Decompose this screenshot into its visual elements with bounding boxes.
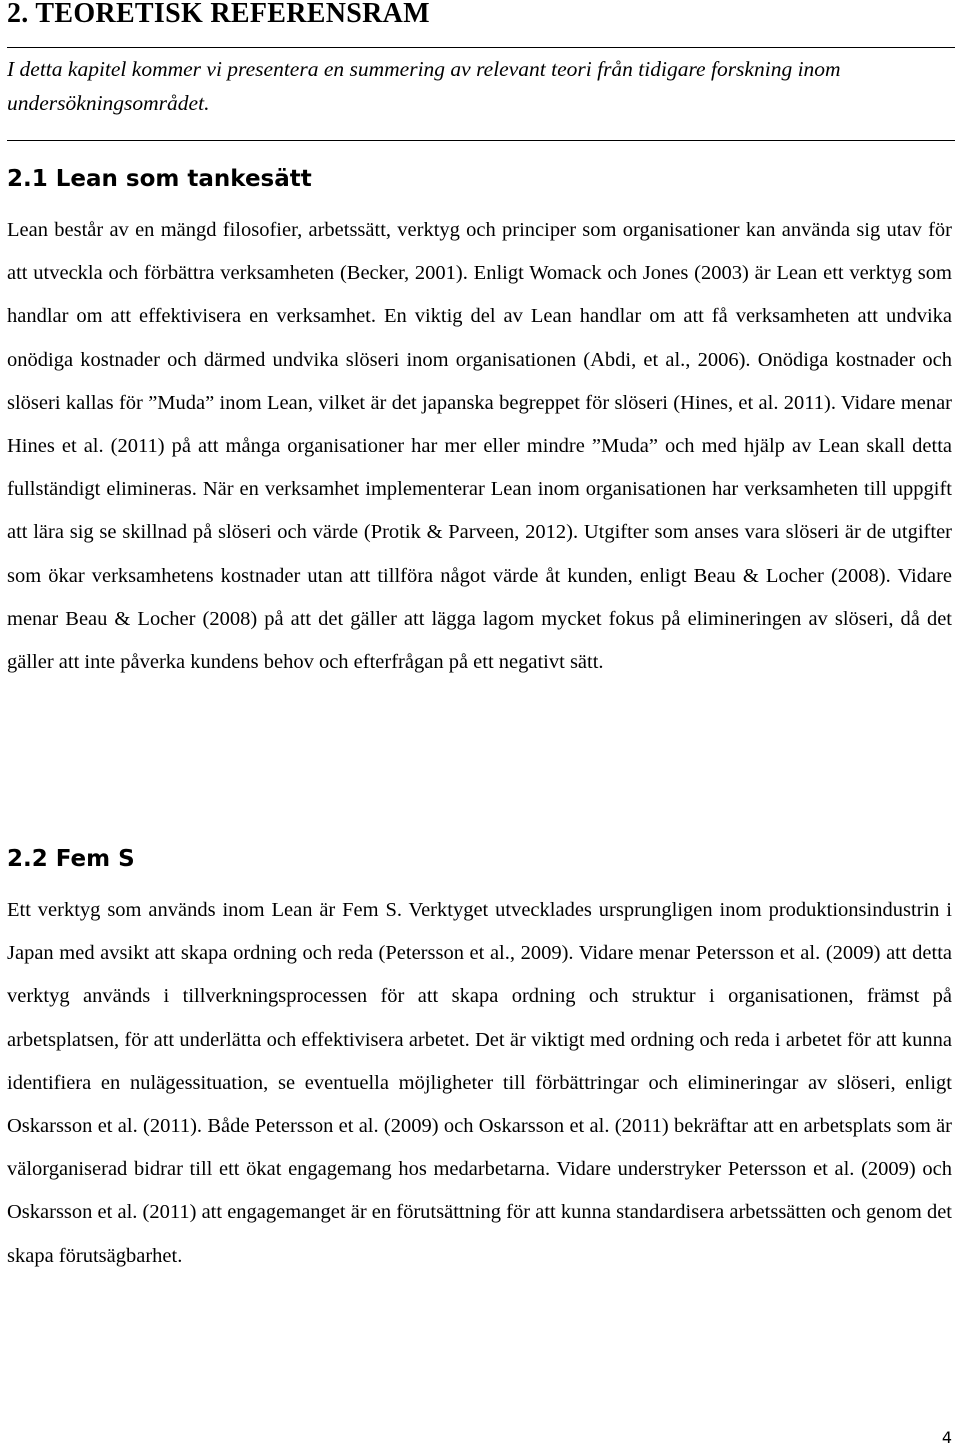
intro-divider	[7, 140, 955, 141]
chapter-intro: I detta kapitel kommer vi presentera en summering av relevant teori från tidigare forskning inom undersökningsområdet.	[7, 57, 841, 115]
section-body-fem-s: Ett verktyg som används inom Lean är Fem S. Verktyget utvecklades ursprungligen inom produktionsindustrin i Japan med avsikt att skapa ordning och reda (Petersson et al., 2009). Vidare menar Petersson et al. (2009) att detta verktyg används i tillverkningsprocessen för att skapa ordning och struktur i organisationen, främst på arbetsplatsen, för att underlätta och effektivisera arbetet. Det är viktigt med ordning och reda i arbetet för att kunna identifiera en nulägessituation, se eventuella möjligheter till förbättringar och elimineringar av slöseri, enligt Oskarsson et al. (2011). Både Petersson et al. (2009) och Oskarsson et al. (2011) bekräftar att en arbetsplats som är välorganiserad bidrar till ett ökat engagemang hos medarbetarna. Vidare understryker Petersson et al. (2009) och Oskarsson et al. (2011) att engagemanget är en förutsättning för att kunna standardisera arbetssätten och genom det skapa förutsägbarhet.	[7, 899, 952, 1267]
section-heading-lean: 2.1 Lean som tankesätt	[7, 166, 312, 192]
page-number: 4	[941, 1428, 952, 1447]
title-divider	[7, 47, 955, 48]
chapter-title: 2. TEORETISK REFERENSRAM	[7, 0, 430, 29]
section-heading-fem-s: 2.2 Fem S	[7, 846, 135, 872]
section-body-lean: Lean består av en mängd filosofier, arbetssätt, verktyg och principer som organisationer kan använda sig utav för att utveckla och förbättra verksamheten (Becker, 2001). Enligt Womack och Jones (2003) är Lean ett verktyg som handlar om att effektivisera en verksamhet. En viktig del av Lean handlar om att få verksamheten att undvika onödiga kostnader och därmed undvika slöseri inom organisationen (Abdi, et al., 2006). Onödiga kostnader och slöseri kallas för ”Muda” inom Lean, vilket är det japanska begreppet för slöseri (Hines, et al. 2011). Vidare menar Hines et al. (2011) på att många organisationer har mer eller mindre ”Muda” och med hjälp av Lean skall detta fullständigt elimineras. När en verksamhet implementerar Lean inom organisationen har verksamheten till uppgift att lära sig se skillnad på slöseri och värde (Protik & Parveen, 2012). Utgifter som anses vara slöseri är de utgifter som ökar verksamhetens kostnader utan att tillföra något värde åt kunden, enligt Beau & Locher (2008). Vidare menar Beau & Locher (2008) på att det gäller att lägga lagom mycket fokus på elimineringen av slöseri, då det gäller att inte påverka kundens behov och efterfrågan på ett negativt sätt.	[7, 219, 952, 674]
